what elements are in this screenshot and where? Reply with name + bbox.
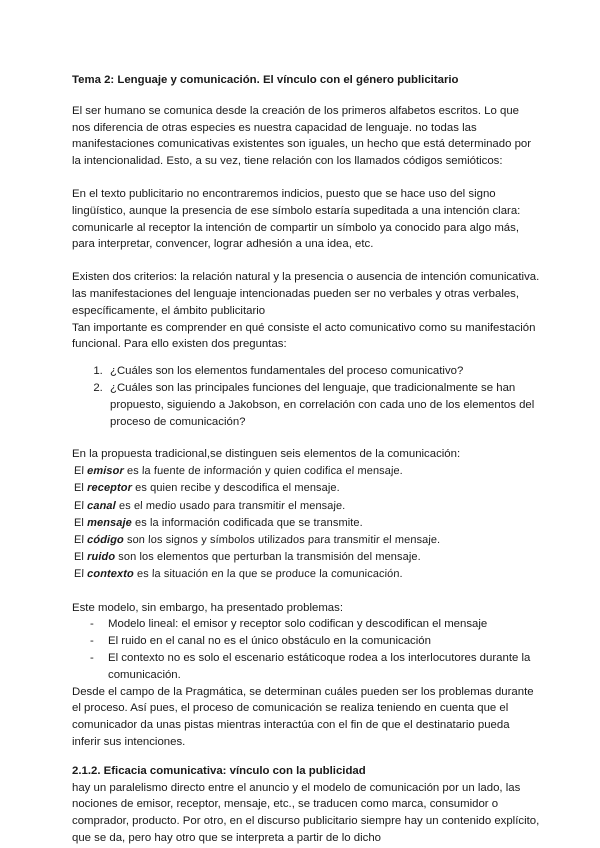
element-line-mensaje: El mensaje es la información codificada que se transmite. <box>74 516 363 529</box>
problem-item: - El contexto no es solo el escenario estáticoque rodea a los interlocutores durante la comunicación. <box>90 650 540 684</box>
communication-elements-image <box>72 463 540 583</box>
paragraph-paralelismo: hay un paralelismo directo entre el anuncio y el modelo de comunicación por un lado, las nociones de emisor, receptor, mensaje, etc., se traducen como marca, consumidor o comprador, producto. Por otro, en el discurso publicitario siempre hay un contenido explícito, que se da, pero hay otro que se interpreta a partir de lo dicho <box>72 781 540 844</box>
element-term: mensaje <box>87 516 132 529</box>
paragraph-intro: El ser humano se comunica desde la creación de los primeros alfabetos escritos. Lo que nos diferencia de otras especies es nuestra capacidad de lenguaje. no todas las manifestaciones comunicativas existentes son iguales, un hecho que está determinado por la intencionalidad. Esto, a su vez, tiene relación con los llamados códigos semióticos: <box>72 104 532 168</box>
element-line-ruido: El ruido son los elementos que perturban la transmisión del mensaje. <box>74 551 421 564</box>
element-line-canal: El canal es el medio usado para transmitir el mensaje. <box>73 499 346 512</box>
problems-list <box>72 616 540 683</box>
element-term: canal <box>86 499 117 512</box>
element-line-receptor: El receptor es quien recibe y descodifica el mensaje. <box>74 482 340 495</box>
element-term: ruido <box>87 551 116 564</box>
element-line-contexto: El contexto es la situación en la que se produce la comunicación. <box>73 568 403 581</box>
question-item: 2. ¿Cuáles son las principales funciones del lenguaje, que tradicionalmente se han propuesto, siguiendo a Jakobson, en correlación con cada uno de los elementos del proceso de comunicación? <box>106 380 540 430</box>
document-title: Tema 2: Lenguaje y comunicación. El vínculo con el género publicitario <box>72 74 459 86</box>
section-subheading: 2.1.2. Eficacia comunicativa: vínculo con la publicidad <box>72 764 366 777</box>
paragraph-acto-comunicativo: Tan importante es comprender en qué consiste el acto comunicativo como su manifestación funcional. Para ello existen dos preguntas: <box>72 321 536 351</box>
problem-item: - El ruido en el canal no es el único obstáculo en la comunicación <box>90 633 540 650</box>
element-term: receptor <box>87 482 132 495</box>
paragraph-publicitario: En el texto publicitario no encontraremos indicios, puesto que se hace uso del signo lingüístico, aunque la presencia de ese símbolo estaría supeditada a una intención clara: comunicarle al receptor la intención de compartir un símbolo ya conocido para algo más, para interpretar, convencer, lograr adhesión a una idea, etc. <box>72 187 521 251</box>
questions-list <box>72 363 540 430</box>
element-term: contexto <box>86 568 135 581</box>
element-term: emisor <box>86 465 125 478</box>
document-body <box>72 72 540 847</box>
element-line-emisor: El emisor es la fuente de información y quien codifica el mensaje. <box>73 465 404 478</box>
element-line-codigo: El código son los signos y símbolos utilizados para transmitir el mensaje. <box>73 533 441 546</box>
paragraph-elementos: En la propuesta tradicional,se distinguen seis elementos de la comunicación: <box>72 448 461 461</box>
element-term: código <box>86 533 125 546</box>
question-item: 1. ¿Cuáles son los elementos fundamentales del proceso comunicativo? <box>106 363 540 380</box>
paragraph-criterios: Existen dos criterios: la relación natural y la presencia o ausencia de intención comunicativa. las manifestaciones del lenguaje intencionadas pueden ser no verbales y otras verbales, específicamente, el ámbito publicitario <box>72 271 540 317</box>
problem-item: - Modelo lineal: el emisor y receptor solo codifican y descodifican el mensaje <box>90 616 540 633</box>
paragraph-problemas: Este modelo, sin embargo, ha presentado problemas: <box>72 601 344 614</box>
paragraph-pragmatica: Desde el campo de la Pragmática, se determinan cuáles pueden ser los problemas durante el proceso. Así pues, el proceso de comunicación se realiza teniendo en cuenta que el comunicador da unas pistas mientras interactúa con el fin de que el destinatario pueda inferir sus intenciones. <box>72 685 534 748</box>
